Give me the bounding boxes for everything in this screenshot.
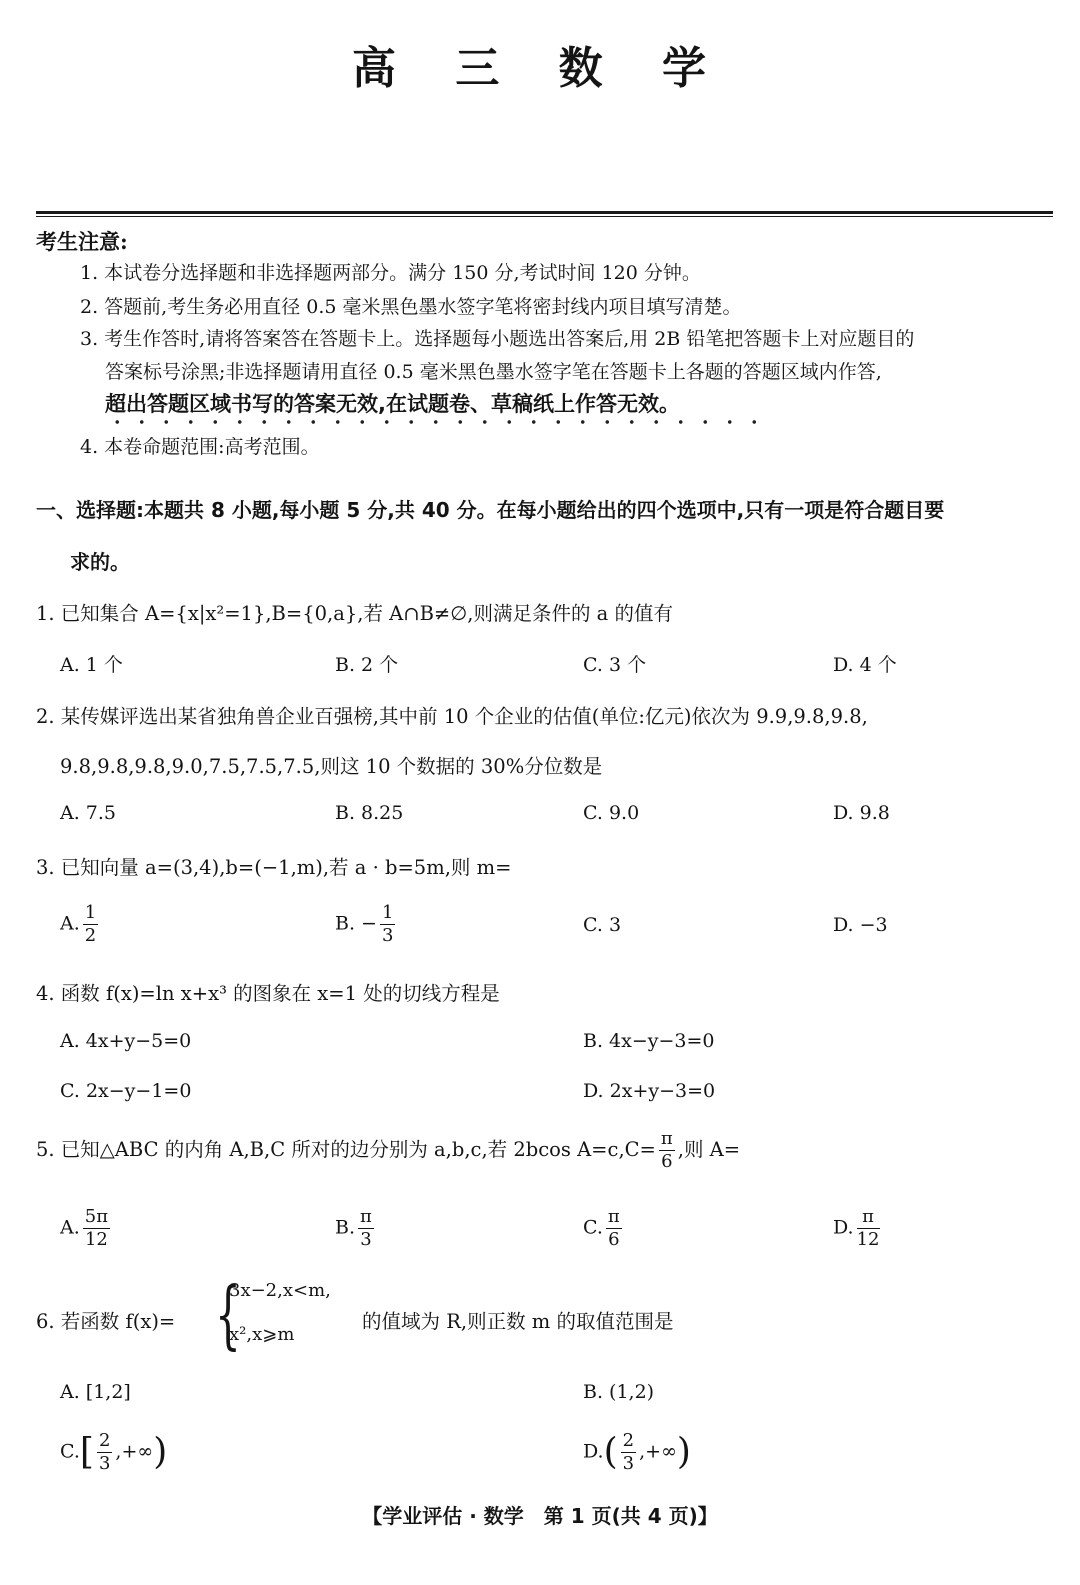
- q6-option-c: [60, 1432, 167, 1473]
- q2-stem-cont: 9.8,9.8,9.8,9.0,7.5,7.5,7.5,则这 10 个数据的 30%分位数是: [60, 755, 603, 778]
- q5-a-fraction: [83, 1208, 110, 1249]
- q5-c-fraction: [606, 1208, 622, 1249]
- q3-b-label: B. −: [335, 912, 377, 935]
- page-footer: 【学业评估 · 数学 第 1 页(共 4 页)】: [362, 1504, 718, 1528]
- q4-option-a: A. 4x+y−5=0: [60, 1030, 192, 1052]
- q5-b-fraction: [358, 1208, 374, 1249]
- q5-stem-fraction: [659, 1130, 675, 1171]
- q3-option-a: [60, 904, 101, 945]
- q3-a-num: 1: [84, 902, 97, 923]
- notice-item-4: 4. 本卷命题范围:高考范围。: [80, 436, 320, 458]
- q5-b-den: 3: [360, 1229, 372, 1250]
- q3-b-den: 3: [381, 925, 394, 946]
- q5-stem-den: 6: [661, 1151, 673, 1172]
- q6-case-1: 3x−2,x<m,: [229, 1280, 331, 1301]
- q6-c-close-paren: ): [153, 1431, 168, 1473]
- q5-stem-pre: 5. 已知△ABC 的内角 A,B,C 所对的边分别为 a,b,c,若 2bcos A=c,C=: [36, 1138, 656, 1161]
- q5-option-a: [60, 1208, 113, 1249]
- q6-option-a: A. [1,2]: [60, 1381, 131, 1403]
- q6-c-num: 2: [98, 1430, 111, 1451]
- q6-brace: {: [215, 1272, 241, 1358]
- q3-a-label: A.: [60, 912, 80, 935]
- q1-option-d: D. 4 个: [833, 654, 897, 676]
- q5-d-label: D.: [833, 1216, 854, 1239]
- notice-item-3-emphasis: 超出答题区域书写的答案无效,在试题卷、草稿纸上作答无效。: [105, 392, 680, 416]
- notice-item-2: 2. 答题前,考生务必用直径 0.5 毫米黑色墨水签字笔将密封线内项目填写清楚。: [80, 296, 742, 318]
- q6-d-den: 3: [622, 1453, 635, 1474]
- q2-option-a: A. 7.5: [60, 802, 117, 824]
- q6-d-open-paren: (: [603, 1431, 618, 1473]
- q1-option-b: B. 2 个: [335, 654, 399, 676]
- q6-c-label: C.: [60, 1440, 80, 1463]
- q5-c-den: 6: [608, 1229, 620, 1250]
- q5-d-num: π: [857, 1208, 880, 1229]
- q5-option-b: [335, 1208, 377, 1249]
- notice-item-1: 1. 本试卷分选择题和非选择题两部分。满分 150 分,考试时间 120 分钟。: [80, 262, 701, 284]
- q6-c-den: 3: [98, 1453, 111, 1474]
- q2-stem: 2. 某传媒评选出某省独角兽企业百强榜,其中前 10 个企业的估值(单位:亿元)依次为 9.9,9.8,9.8,: [36, 705, 868, 728]
- q6-stem-pre: 6. 若函数 f(x)=: [36, 1310, 176, 1333]
- q5-option-d: [833, 1208, 883, 1249]
- q1-stem: 1. 已知集合 A={x|x²=1},B={0,a},若 A∩B≠∅,则满足条件的 a 的值有: [36, 602, 673, 625]
- notice-heading: 考生注意:: [36, 229, 128, 254]
- q5-c-num: π: [607, 1206, 620, 1227]
- q5-a-num: 5π: [84, 1206, 109, 1227]
- q6-stem-post: 的值域为 R,则正数 m 的取值范围是: [362, 1310, 674, 1333]
- q6-c-fraction: [97, 1432, 112, 1473]
- q3-stem: 3. 已知向量 a=(3,4),b=(−1,m),若 a · b=5m,则 m=: [36, 856, 512, 879]
- q3-b-num: 1: [381, 902, 394, 923]
- q6-d-label: D.: [583, 1440, 604, 1463]
- emphasis-dots: [105, 418, 760, 426]
- q6-c-open-bracket: [: [79, 1431, 94, 1473]
- q1-option-a: A. 1 个: [60, 654, 123, 676]
- q2-option-c: C. 9.0: [583, 802, 640, 824]
- page-title: 高 三 数 学: [352, 43, 728, 94]
- header-rule-thin: [36, 216, 1053, 217]
- q5-a-label: A.: [60, 1216, 80, 1239]
- q3-a-den: 2: [84, 925, 97, 946]
- q6-option-b: B. (1,2): [583, 1381, 655, 1403]
- q6-c-tail: ,+∞: [115, 1440, 154, 1463]
- q5-b-num: π: [360, 1206, 372, 1227]
- q4-stem: 4. 函数 f(x)=ln x+x³ 的图象在 x=1 处的切线方程是: [36, 982, 500, 1005]
- q6-d-close-paren: ): [676, 1431, 691, 1473]
- q3-option-b: [335, 904, 398, 945]
- q4-option-b: B. 4x−y−3=0: [583, 1030, 715, 1052]
- section-heading-cont: 求的。: [70, 550, 130, 574]
- q3-option-d: D. −3: [833, 914, 888, 936]
- q5-c-label: C.: [583, 1216, 603, 1239]
- q2-option-d: D. 9.8: [833, 802, 890, 824]
- notice-item-3: 3. 考生作答时,请将答案答在答题卡上。选择题每小题选出答案后,用 2B 铅笔把答题卡上对应题目的: [80, 328, 915, 350]
- q6-d-num: 2: [622, 1430, 635, 1451]
- q5-d-den: 12: [856, 1229, 880, 1250]
- notice-item-3-cont: 答案标号涂黑;非选择题请用直径 0.5 毫米黑色墨水签字笔在答题卡上各题的答题区域内作答,: [105, 361, 882, 383]
- q5-b-label: B.: [335, 1216, 356, 1239]
- q5-d-fraction: [857, 1208, 880, 1249]
- q6-case-2: x²,x⩾m: [229, 1324, 295, 1345]
- header-rule-thick: [36, 211, 1053, 214]
- q3-option-c: C. 3: [583, 914, 622, 936]
- q5-stem: [36, 1130, 740, 1171]
- q4-option-c: C. 2x−y−1=0: [60, 1080, 192, 1102]
- section-heading: 一、选择题:本题共 8 小题,每小题 5 分,共 40 分。在每小题给出的四个选项中,只有一项是符合题目要: [36, 498, 945, 522]
- q5-stem-num: π: [660, 1128, 673, 1149]
- q1-option-c: C. 3 个: [583, 654, 647, 676]
- q6-d-fraction: [621, 1432, 636, 1473]
- q6-d-tail: ,+∞: [639, 1440, 677, 1463]
- q4-option-d: D. 2x+y−3=0: [583, 1080, 716, 1102]
- q5-stem-post: ,则 A=: [677, 1138, 741, 1161]
- q6-option-d: [583, 1432, 691, 1473]
- q2-option-b: B. 8.25: [335, 802, 404, 824]
- q3-b-fraction: [380, 904, 395, 945]
- q5-a-den: 12: [84, 1229, 108, 1250]
- q5-option-c: [583, 1208, 625, 1249]
- q3-a-fraction: [83, 904, 98, 945]
